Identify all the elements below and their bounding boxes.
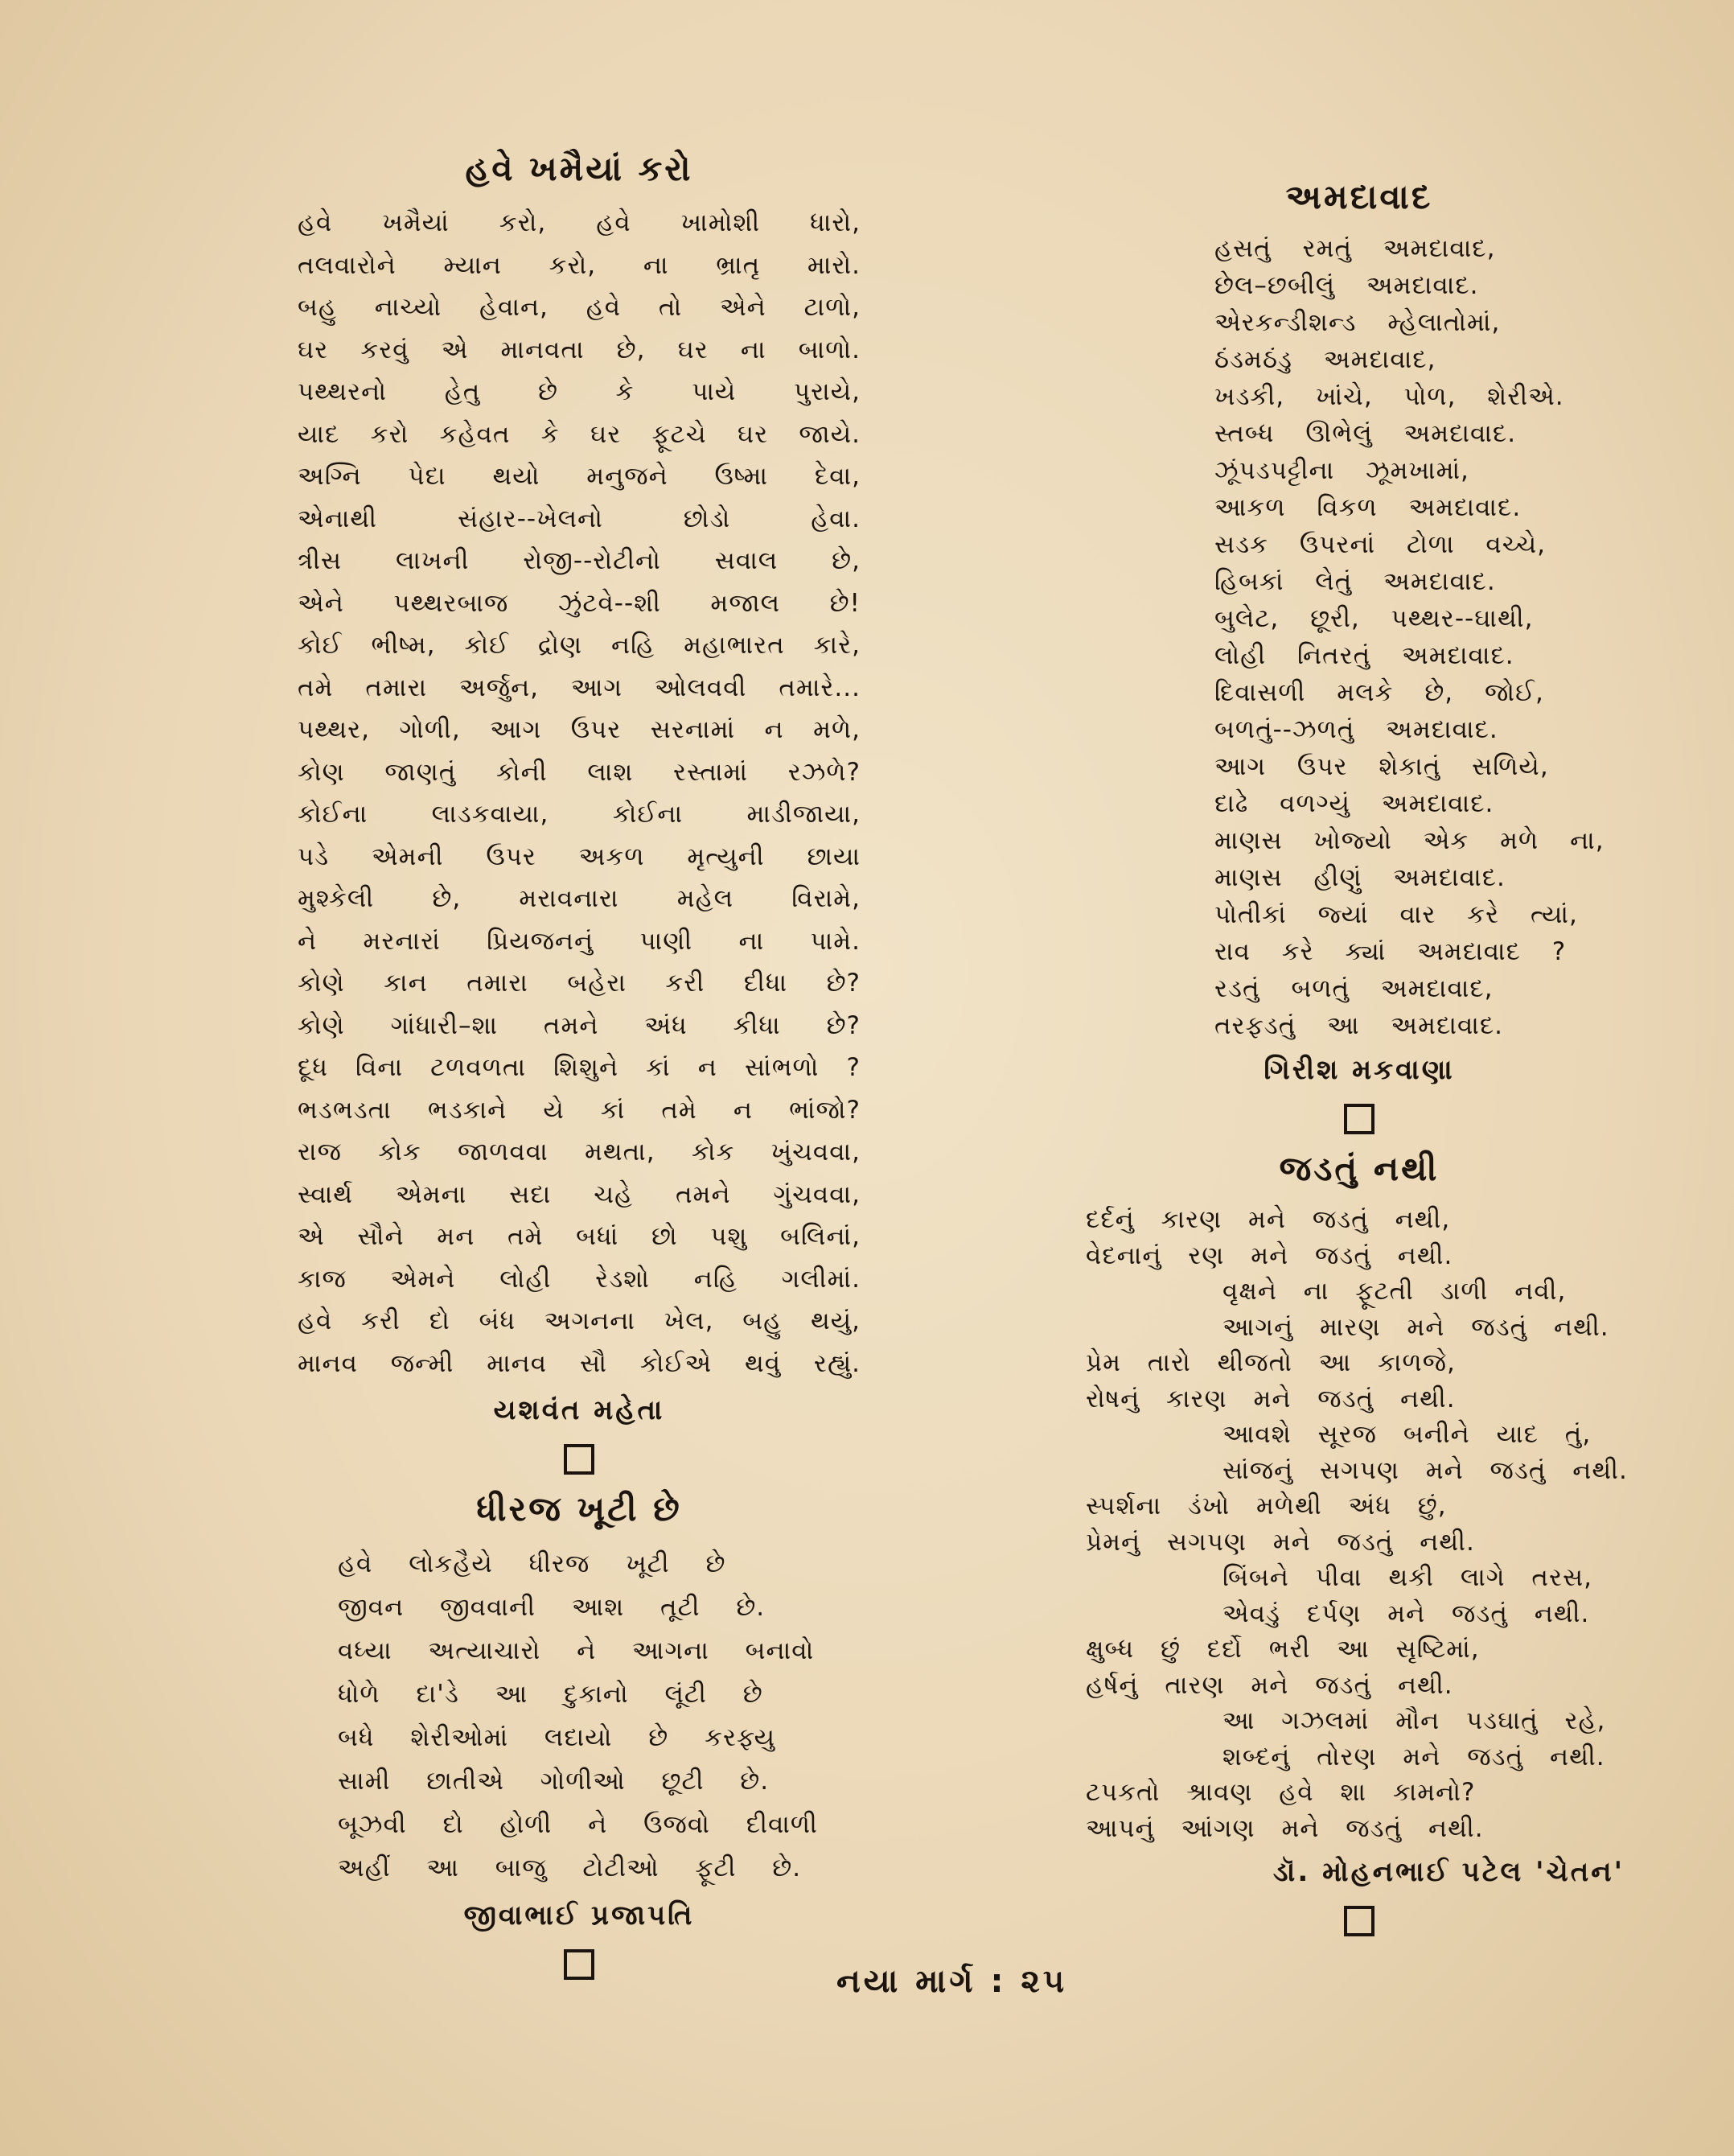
poem-body — [298, 1542, 861, 1890]
section-end-box-icon — [564, 1949, 594, 1980]
poem-line: તલવારોને મ્યાન કરો, ના ભ્રાતૃ મારો. — [298, 250, 861, 280]
poem-line: કાજ એમને લોહી રેડશો નહિ ગલીમાં. — [298, 1264, 861, 1294]
poem-title: ધીરજ ખૂટી છે — [476, 1489, 682, 1529]
poem-line: ઘર કરવું એ માનવતા છે, ઘર ના બાળો. — [298, 335, 861, 364]
poem-line: સડક ઉપરનાં ટોળા વચ્ચે, — [1214, 530, 1546, 559]
poem-line: હર્ષનું તારણ મને જડતું નથી. — [1086, 1670, 1453, 1700]
poem-line: વૃક્ષને ના ફૂટતી ડાળી નવી, — [1222, 1277, 1567, 1306]
poem-line: આકળ વિકળ અમદાવાદ. — [1214, 493, 1522, 522]
poem-line: સ્વાર્થ એમના સદા ચહે તમને ગુંચવવા, — [298, 1179, 861, 1209]
poem-line: ત્રીસ લાખની રોજી--રોટીનો સવાલ છે, — [298, 546, 861, 575]
poem-line: પ્રેમનું સગપણ મને જડતું નથી. — [1086, 1527, 1475, 1557]
poem-line: અગ્નિ પેદા થયો મનુજને ઉષ્મા દેવા, — [298, 462, 861, 491]
poem-line: તરફડતું આ અમદાવાદ. — [1214, 1011, 1504, 1040]
poem-have-khamaiyan — [298, 149, 861, 1475]
poem-line: બિંબને પીવા થકી લાગે તરસ, — [1222, 1563, 1592, 1592]
poem-line: હસતું રમતું અમદાવાદ, — [1214, 234, 1496, 263]
poem-line: ઠંડમઠંડુ અમદાવાદ, — [1214, 345, 1436, 374]
poem-line: હવે લોકહૈયે ધીરજ ખૂટી છે — [338, 1549, 726, 1578]
section-end-box-icon — [1344, 1906, 1374, 1936]
poem-line: છેલ–છબીલું અમદાવાદ. — [1214, 271, 1479, 300]
poem-line: જીવન જીવવાની આશ તૂટી છે. — [338, 1593, 766, 1622]
poem-title: હવે ખમૈયાં કરો — [465, 149, 693, 188]
poem-line: બળતું--ઝળતું અમદાવાદ. — [1214, 715, 1498, 744]
poem-line: માણસ હીણું અમદાવાદ. — [1214, 863, 1506, 892]
poem-line: પોતીકાં જ્યાં વાર કરે ત્યાં, — [1214, 900, 1578, 929]
poem-title: અમદાવાદ — [1285, 177, 1433, 216]
poem-line: આગ ઉપર શેકાતું સળિયે, — [1214, 752, 1549, 781]
poem-line: એ સૌને મન તમે બધાં છો પશુ બલિનાં, — [298, 1222, 861, 1251]
poem-line: પથ્થરનો હેતુ છે કે પાયે પુરાયે, — [298, 377, 861, 406]
poem-line: પ્રેમ તારો થીજતો આ કાળજે, — [1086, 1348, 1456, 1377]
poem-line: ઝૂંપડપટ્ટીના ઝૂમખામાં, — [1214, 456, 1469, 485]
poem-line: સામી છાતીએ ગોળીઓ છૂટી છે. — [338, 1767, 770, 1796]
poem-line: માણસ ખોજ્યો એક મળે ના, — [1214, 826, 1605, 855]
poem-line: શબ્દનું તોરણ મને જડતું નથી. — [1222, 1742, 1605, 1771]
poem-author: ગિરીશ મકવાણા — [1264, 1054, 1455, 1086]
poem-line: ને મરનારાં પ્રિયજનનું પાણી ના પામે. — [298, 926, 861, 956]
poem-line: એને પથ્થરબાજ ઝુંટવે--શી મજાલ છે! — [298, 588, 861, 618]
poem-line: રોષનું કારણ મને જડતું નથી. — [1086, 1384, 1456, 1413]
poem-line: દિવાસળી મલકે છે, જોઈ, — [1214, 678, 1544, 707]
poem-line: સ્પર્શના ડંખો મળેથી અંધ છું, — [1086, 1492, 1447, 1520]
poem-line: રડતું બળતું અમદાવાદ, — [1214, 974, 1494, 1003]
section-end-box-icon — [564, 1444, 594, 1475]
poem-line: હિબકાં લેતું અમદાવાદ. — [1214, 567, 1496, 596]
poem-author: જીવાભાઈ પ્રજાપતિ — [463, 1899, 695, 1932]
poem-line: હવે કરી દો બંધ અગનના ખેલ, બહુ થયું, — [298, 1306, 861, 1335]
poem-line: લોહી નિતરતું અમદાવાદ. — [1214, 641, 1514, 670]
poem-line: રાજ કોક જાળવવા મથતા, કોક ખુંચવવા, — [298, 1138, 861, 1166]
poem-line: પડે એમની ઉપર અકળ મૃત્યુની છાયા — [298, 841, 861, 871]
poem-line: વેદનાનું રણ મને જડતું નથી. — [1086, 1241, 1453, 1270]
poem-body — [1086, 230, 1633, 1044]
poem-author: યશવંત મહેતા — [493, 1394, 665, 1426]
poem-line: બહુ નાચ્યો હેવાન, હવે તો એને ટાળો, — [298, 293, 861, 322]
poem-line: એવડું દર્પણ મને જડતું નથી. — [1222, 1598, 1590, 1628]
poem-line: સ્તબ્ધ ઊભેલું અમદાવાદ. — [1214, 419, 1517, 448]
poem-line: કોણ જાણતું કોની લાશ રસ્તામાં રઝળે? — [298, 757, 861, 787]
poem-line: બુલેટ, છૂરી, પથ્થર--ઘાથી, — [1214, 604, 1534, 633]
poem-title: જડતું નથી — [1279, 1149, 1440, 1188]
poem-line: આ ગઝલમાં મૌન પડઘાતું રહે, — [1222, 1706, 1606, 1735]
poem-line: આપનું આંગણ મને જડતું નથી. — [1086, 1813, 1484, 1843]
poem-line: હવે ખમૈયાં કરો, હવે ખામોશી ધારો, — [298, 208, 861, 237]
poem-line: દૂધ વિના ટળવળતા શિશુને કાં ન સાંભળો ? — [298, 1053, 861, 1082]
poem-line: બૂઝવી દો હોળી ને ઉજવો દીવાળી — [338, 1810, 818, 1839]
poem-line: એરકન્ડીશન્ડ મ્હેલાતોમાં, — [1214, 308, 1501, 337]
poem-line: વધ્યા અત્યાચારો ને આગના બનાવો — [338, 1636, 815, 1665]
poem-author: ડૉ. મોહનભાઈ પટેલ 'ચેતન' — [1272, 1856, 1625, 1888]
right-column — [1086, 177, 1633, 1951]
section-end-box-icon — [1344, 1104, 1374, 1134]
poem-line: આગનું મારણ મને જડતું નથી. — [1222, 1312, 1609, 1342]
poem-dhiraj-khuti-chhe — [298, 1489, 861, 1980]
poem-line: ભડભડતા ભડકાને યે કાં તમે ન ભાંજો? — [298, 1095, 861, 1125]
poem-line: ખડકી, ખાંચે, પોળ, શેરીએ. — [1214, 382, 1564, 411]
poem-line: પથ્થર, ગોળી, આગ ઉપર સરનામાં ન મળે, — [298, 715, 861, 744]
poem-line: ક્ષુબ્ધ છું દર્દો ભરી આ સૃષ્ટિમાં, — [1086, 1635, 1480, 1664]
left-column — [298, 149, 861, 1994]
poem-body — [298, 202, 861, 1385]
poem-line: આવશે સૂરજ બનીને યાદ તું, — [1222, 1420, 1592, 1449]
poem-line: કોઈના લાડકવાયા, કોઈના માડીજાયા, — [298, 800, 861, 829]
poem-line: યાદ કરો કહેવત કે ઘર ફૂટચે ઘર જાયે. — [298, 419, 861, 449]
poem-amdavad — [1086, 177, 1633, 1134]
poem-line: કોણે કાન તમારા બહેરા કરી દીધા છે? — [298, 969, 861, 998]
poem-line: ટપકતો શ્રાવણ હવે શા કામનો? — [1086, 1778, 1476, 1807]
poem-line: અહીં આ બાજુ ટોટીઓ ફૂટી છે. — [338, 1854, 802, 1882]
poem-line: માનવ જન્મી માનવ સૌ કોઈએ થવું રહ્યું. — [298, 1348, 861, 1378]
poem-line: કોઈ ભીષ્મ, કોઈ દ્રોણ નહિ મહાભારત કારે, — [298, 631, 861, 660]
poem-body — [1086, 1202, 1633, 1846]
poem-line: સાંજનું સગપણ મને જડતું નથી. — [1222, 1455, 1628, 1485]
poem-jadtu-nathi — [1086, 1149, 1633, 1936]
poem-line: બધે શેરીઓમાં લદાયો છે કરફ્યુ — [338, 1723, 775, 1752]
poem-line: મુશ્કેલી છે, મરાવનારા મહેલ વિરામે, — [298, 884, 861, 913]
poem-line: એનાથી સંહાર--ખેલનો છોડો હેવા. — [298, 504, 861, 533]
poem-line: દાઢે વળગ્યું અમદાવાદ. — [1214, 789, 1494, 818]
poem-line: દર્દનું કારણ મને જડતું નથી, — [1086, 1205, 1451, 1234]
poem-line: ધોળે દા'ડે આ દુકાનો લૂંટી છે — [338, 1680, 763, 1709]
poem-line: કોણે ગાંધારી–શા તમને અંધ કીધા છે? — [298, 1010, 861, 1040]
page-footer: નયા માર્ગ : ૨૫ — [836, 1963, 1068, 2000]
poem-line: રાવ કરે ક્યાં અમદાવાદ ? — [1214, 937, 1567, 966]
poem-line: તમે તમારા અર્જુન, આગ ઓલવવી તમારે... — [298, 673, 861, 702]
